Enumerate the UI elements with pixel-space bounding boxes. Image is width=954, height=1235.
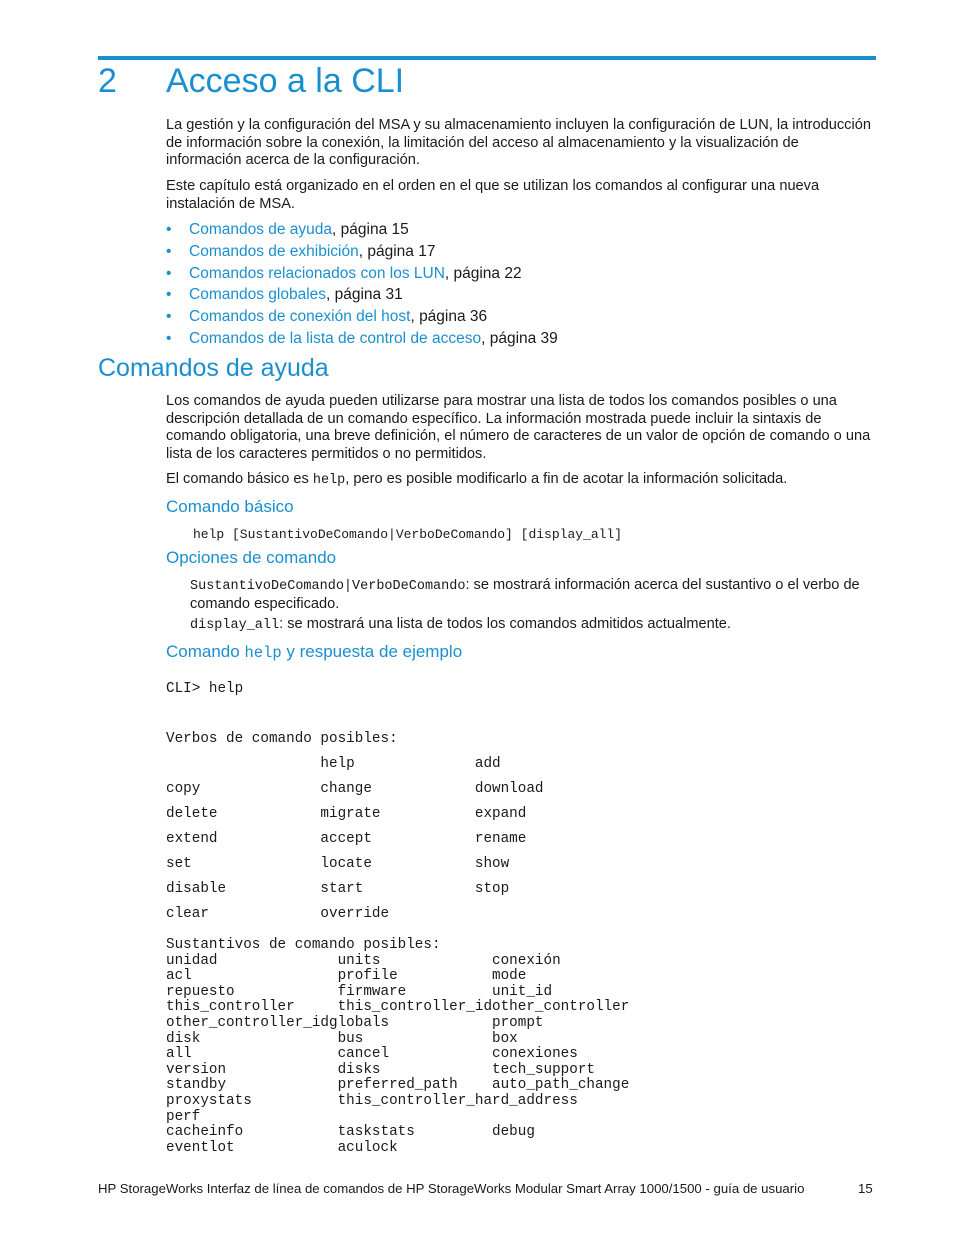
option-display-all <box>190 616 870 635</box>
basic-command-syntax: help [SustantivoDeComando|VerboDeComando] [display_all] <box>193 527 623 542</box>
toc-link-comandos-de-ayuda[interactable]: Comandos de ayuda <box>189 221 333 238</box>
subheading-basic-command: Comando básico <box>166 497 294 516</box>
toc-link-comandos-lun[interactable]: Comandos relacionados con los LUN <box>189 264 445 282</box>
toc-item <box>166 219 558 241</box>
paragraph-text: El comando básico es <box>166 471 313 487</box>
bullet-icon: • <box>166 308 172 326</box>
example-prompt: CLI> help <box>166 681 244 697</box>
toc-item <box>166 241 558 263</box>
bullet-icon: • <box>166 286 172 304</box>
toc-page-ref: , página 22 <box>444 264 522 282</box>
paragraph-text: , pero es posible modificarlo a fin de acotar la información solicitada. <box>345 471 788 487</box>
inline-code: SustantivoDeComando|VerboDeComando <box>190 579 466 594</box>
intro-paragraph-1: La gestión y la configuración del MSA y su almacenamiento incluyen la configuración de LUN, la introducción de información sobre la conexión, la limitación del acceso al almacenamiento y la visualización de información acerca de la configuración. <box>166 117 871 168</box>
bullet-icon: • <box>166 329 172 347</box>
page-number: 15 <box>858 1181 873 1196</box>
section-paragraph-1: Los comandos de ayuda pueden utilizarse para mostrar una lista de todos los comandos posibles o una descripción detallada de un comando específico. La información mostrada puede incluir la sintaxis de comando obligatoria, una breve definición, el número de caracteres de un valor de opción de comando o una lista de los caracteres permitidos o no permitidos. <box>166 393 871 462</box>
toc-page-ref: , página 31 <box>326 286 403 304</box>
toc-page-ref: , página 17 <box>358 242 436 260</box>
subheading-example <box>166 642 462 662</box>
bullet-icon: • <box>166 264 172 282</box>
toc-item <box>166 263 558 285</box>
toc-item <box>166 306 558 328</box>
subheading-command-options: Opciones de comando <box>166 548 337 567</box>
option-description: : se mostrará una lista de todos los comandos admitidos actualmente. <box>279 616 731 632</box>
section-paragraph-2 <box>166 471 876 490</box>
toc-page-ref: , página 39 <box>481 329 558 347</box>
page-footer-text: HP StorageWorks Interfaz de línea de comandos de HP StorageWorks Modular Smart Array 1000/1500 - guía de usuario <box>98 1181 805 1196</box>
heading-text: Comando <box>166 642 245 661</box>
inline-code: help <box>244 644 282 662</box>
toc-link-comandos-globales[interactable]: Comandos globales <box>189 286 327 304</box>
chapter-title: Acceso a la CLI <box>166 62 405 100</box>
toc-link-comandos-conexion-host[interactable]: Comandos de conexión del host <box>189 308 411 326</box>
toc-item <box>166 328 558 350</box>
option-description: : se mostrará información acerca del sustantivo o el verbo de comando especificado. <box>190 577 860 612</box>
heading-text: y respuesta de ejemplo <box>281 642 463 661</box>
toc-page-ref: , página 36 <box>410 308 488 326</box>
section-heading: Comandos de ayuda <box>98 354 329 382</box>
chapter-toc-list <box>166 219 558 350</box>
toc-item <box>166 284 558 306</box>
bullet-icon: • <box>166 242 172 260</box>
toc-page-ref: , página 15 <box>332 221 409 238</box>
option-noun-verb <box>190 577 870 613</box>
example-verbs-output: Verbos de comando posibles: help add copy change download delete migrate expand extend accept rename set locate show disable start stop clear override <box>166 731 544 922</box>
toc-link-comandos-acl[interactable]: Comandos de la lista de control de acceso <box>189 329 482 347</box>
example-nouns-output: Sustantivos de comando posibles: unidad units conexión acl profile mode repuesto firmware unit_id this_controller this_controller_idother_controller other_controller_idglobals prompt disk bus box all cancel conexiones version disks tech_support standby preferred_path auto_path_change proxystats this_controller_hard_address perf cacheinfo taskstats debug eventlot aculock <box>166 937 630 1156</box>
bullet-icon: • <box>166 221 172 238</box>
chapter-number: 2 <box>98 62 117 100</box>
inline-code: help <box>312 473 346 488</box>
intro-paragraph-2: Este capítulo está organizado en el orden en el que se utilizan los comandos al configurar una nueva instalación de MSA. <box>166 178 820 212</box>
toc-link-comandos-de-exhibicion[interactable]: Comandos de exhibición <box>189 242 359 260</box>
inline-code: display_all <box>190 618 280 633</box>
chapter-top-rule <box>98 56 876 60</box>
